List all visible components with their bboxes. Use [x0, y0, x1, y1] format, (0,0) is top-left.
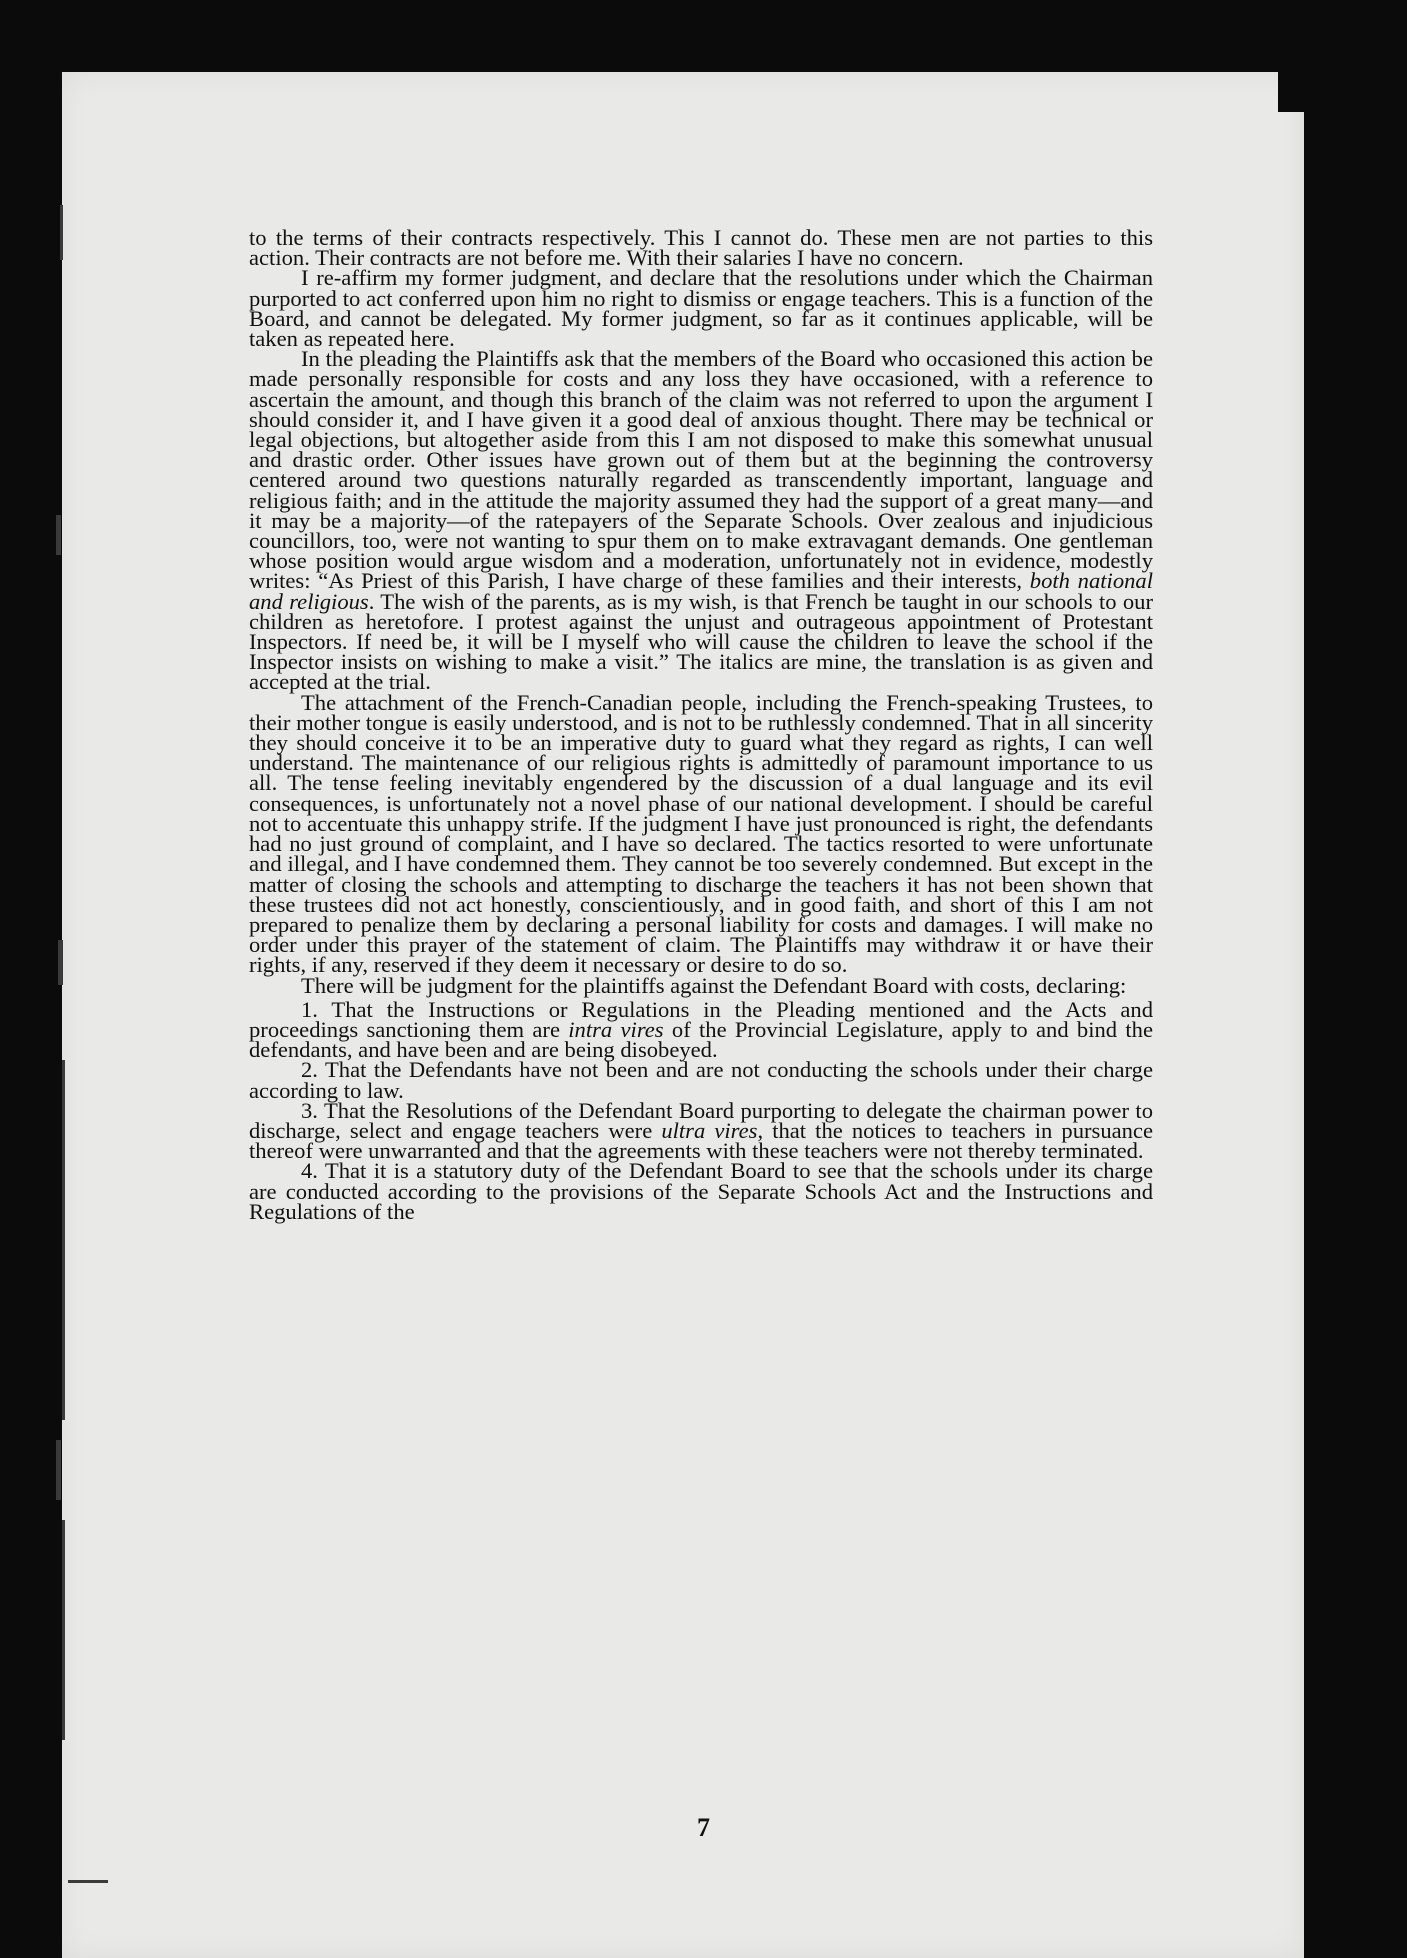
document-body — [249, 225, 1154, 1224]
paragraph: to the terms of their contracts respectively. This I cannot do. These men are not parties to this action. Their contracts are not before me. With their salaries I have no concern. — [249, 225, 1153, 271]
list-item: 1. That the Instructions or Regulations in the Pleading mentioned and the Acts and proceedings sanctioning them are intra vires of the Provincial Legislature, apply to and bind the defendants, and have been and are being disobeyed. — [249, 996, 1154, 1063]
list-item: 4. That it is a statutory duty of the Defendant Board to see that the schools under its charge are conducted according to the provisions of the Separate Schools Act and the Instructions and Regulations of the — [249, 1158, 1153, 1224]
page-corner-shadow — [1278, 72, 1304, 112]
list-item: 3. That the Resolutions of the Defendant Board purporting to delegate the chairman power to discharge, select and engage teachers were ultra vires, that the notices to teachers in pursuance thereof were unwarranted and that the agreements with these teachers were not thereby terminated. — [249, 1097, 1153, 1164]
italic-term: intra vires — [568, 1016, 664, 1042]
scan-edge-mark — [68, 1880, 108, 1883]
paragraph: I re-affirm my former judgment, and declare that the resolutions under which the Chairman purported to act conferred upon him no right to dismiss or engage teachers. This is a function of the Board, and cannot be delegated. My former judgment, so far as it continues applicable, will be taken as repeated here. — [249, 265, 1153, 352]
paragraph: There will be judgment for the plaintiffs against the Defendant Board with costs, declaring: — [301, 972, 1127, 998]
scan-edge-mark — [62, 1060, 65, 1420]
scan-edge-mark — [58, 940, 63, 985]
page-number: 7 — [697, 1813, 710, 1842]
paragraph: In the pleading the Plaintiffs ask that the members of the Board who occasioned this action be made personally responsible for costs and any loss they have occasioned, with a reference to ascertain the amount, and though this branch of the claim was not referred to upon the argument I should consider it, and I have given it a good deal of anxious thought. There may be technical or legal objections, but altogether aside from this I am not disposed to make this somewhat unusual and drastic order. Other issues have grown out of them but at the beginning the controversy centered around two questions naturally regarded as transcendently important, language and religious faith; and in the attitude the majority assumed they had the support of a great many—and it may be a majority—of the ratepayers of the Separate Schools. Over zealous and injudicious councillors, too, were not wanting to spur them on to make extravagant demands. One gentleman whose position would argue wisdom and a moderation, unfortunately not in evidence, modestly writes: “As Priest of this Parish, I have charge of these families and their interests, both national and religious. The wish of the parents, as is my wish, is that French be taught in our schools to our children as heretofore. I protest against the unjust and outrageous appointment of Protestant Inspectors. If need be, it will be I myself who will cause the children to leave the school if the Inspector insists on wishing to make a visit.” The italics are mine, the translation is as given and accepted at the trial. — [249, 346, 1153, 695]
scan-edge-mark — [60, 205, 63, 260]
paragraph: The attachment of the French-Canadian people, including the French-speaking Trustees, to their mother tongue is easily understood, and is not to be ruthlessly condemned. That in all sincerity they should conceive it to be an imperative duty to guard what they regard as rights, I can well understand. The maintenance of our religious rights is admittedly of paramount importance to us all. The tense feeling inevitably engendered by the discussion of a dual language and its evil consequences, is unfortunately not a novel phase of our national development. I should be careful not to accentuate this unhappy strife. If the judgment I have just pronounced is right, the defendants had no just ground of complaint, and I have so declared. The tactics resorted to were unfortunate and illegal, and I have condemned them. They cannot be too severely condemned. But except in the matter of closing the schools and attempting to discharge the teachers it has not been shown that these trustees did not act honestly, conscientiously, and in good faith, and short of this I am not prepared to penalize them by declaring a personal liability for costs and damages. I will make no order under this prayer of the statement of claim. The Plaintiffs may withdraw it or have their rights, if any, reserved if they deem it necessary or desire to do so. — [249, 689, 1153, 978]
list-item: 2. That the Defendants have not been and are not conducting the schools under their charge according to law. — [249, 1057, 1153, 1103]
scan-edge-mark — [56, 515, 61, 555]
scan-edge-mark — [62, 1520, 65, 1740]
italic-emphasis: both national and religious — [249, 568, 1153, 614]
scan-edge-mark — [56, 1440, 61, 1500]
italic-term: ultra vires — [661, 1117, 758, 1143]
